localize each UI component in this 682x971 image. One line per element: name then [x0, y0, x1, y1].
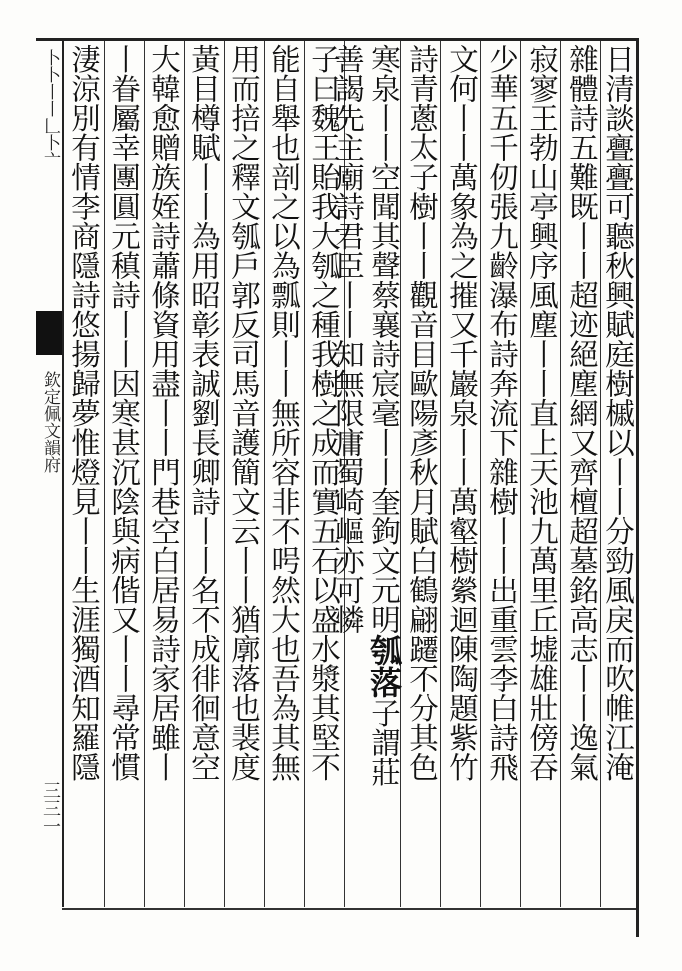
- text-column-7: [364, 44, 404, 904]
- text-column-11: 用而掊之釋文瓠戶郭反司馬音護簡文云丨丨猶廓落也裴度: [227, 44, 261, 782]
- text-column-13: 大韓愈贈族姪詩蕭條資用盡丨丨門巷空白居易詩家居雖丨: [147, 44, 181, 782]
- text-column-2: 雜體詩五難既丨丨超迹絕塵網又齊檀超墓銘高志丨丨逸氣: [565, 44, 599, 782]
- text-column-12: 黃目樽賦丨丨為用昭彰表誠劉長卿詩丨丨名不成徘徊意空: [187, 44, 221, 782]
- running-head: 欽定佩文韻府: [40, 371, 60, 473]
- bottom-rule: [62, 908, 636, 910]
- text-column-6: 詩青蔥太子樹丨丨觀音目歐陽彥秋月賦白鶴翩躚不分其色: [405, 44, 439, 782]
- text-column-5: 文何丨丨萬象為之摧又千巖泉丨丨萬壑樹縈迴陳陶題紫竹: [445, 44, 479, 782]
- fishtail-mark: [36, 311, 62, 355]
- text-column-15: 淒涼別有情李商隱詩悠揚歸夢惟燈見丨丨生涯獨酒知羅隱: [67, 44, 101, 782]
- margin-gutter: [36, 41, 64, 907]
- headword: 瓠落: [365, 634, 403, 698]
- column-7-tail: 子謂莊: [367, 698, 401, 787]
- text-column-9: 子曰魏王貽我大瓠之種我樹之成而實五石以盛水漿其堅不: [307, 44, 341, 782]
- column-7-text: 寒泉丨丨空聞其聲蔡襄詩宸毫丨丨奎鉤文元明: [367, 44, 401, 634]
- text-column-3: 寂寥王勃山亭興序風塵丨丨直上天池九萬里丘墟雄壯傍吞: [525, 44, 559, 782]
- text-column-10: 能自舉也剖之以為瓢則丨丨無所容非不呺然大也吾為其無: [267, 44, 301, 782]
- text-column-8: 善謁先主廟詩君臣丨丨知無限庸蜀崎嶇亦可憐: [331, 44, 365, 634]
- page-number: 三三一: [40, 781, 61, 835]
- text-column-1: 日清談亹亹可聽秋興賦庭樹槭以丨丨分勁風戾而吹帷江淹: [601, 44, 635, 782]
- margin-top-fragment: 卜卜丨丨𠃊卜亠: [40, 49, 60, 168]
- text-column-14: 丨眷屬幸團圓元稹詩丨丨因寒甚沉陰與病偕又丨丨尋常慣: [107, 44, 141, 782]
- text-column-4: 少華五千仞張九齡瀑布詩奔流下雜樹丨丨出重雲李白詩飛: [485, 44, 519, 782]
